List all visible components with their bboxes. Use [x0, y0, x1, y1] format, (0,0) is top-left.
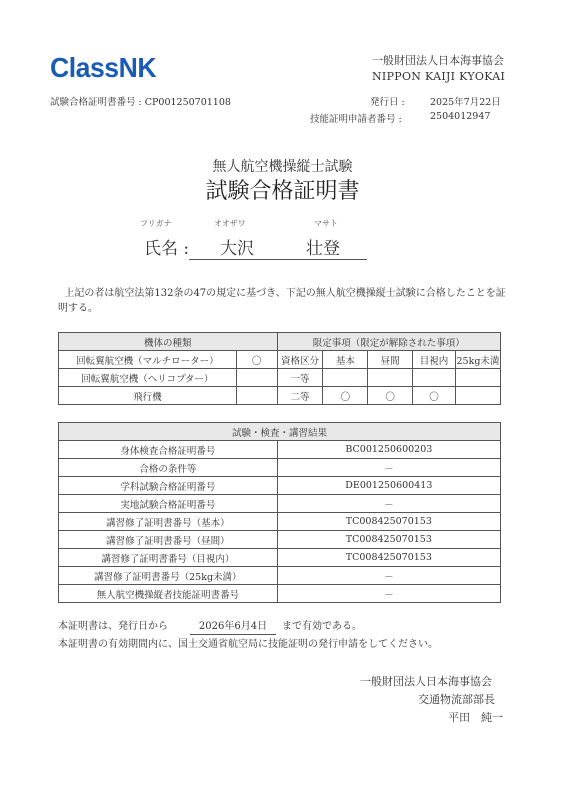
limit-mark: 〇: [368, 387, 413, 405]
table-row: [59, 531, 501, 549]
result-label: 学科試験合格証明番号: [59, 477, 278, 495]
class-second: 二等: [277, 387, 323, 405]
application-no: 2504012947: [430, 111, 491, 122]
table-row: [59, 459, 501, 477]
result-value: －: [277, 495, 500, 513]
signature-name: 平田 純一: [448, 711, 503, 724]
validity-prefix: 本証明書は、発行日から: [58, 621, 168, 632]
signature-dept: 交通物流部部長: [418, 693, 495, 706]
result-label: 身体検査合格証明番号: [59, 441, 278, 459]
certification-statement: 上記の者は航空法第132条の47の規定に基づき、下記の無人航空機操縦士試験に合格したことを証明する。: [58, 288, 506, 314]
name-given: 壮登: [306, 239, 340, 259]
visual-header: 目視内: [413, 351, 456, 369]
result-value: TC008425070153: [277, 513, 500, 531]
class-first: 一等: [277, 369, 323, 387]
limitation-header: 限定事項（限定が解除された事項）: [277, 333, 501, 351]
name-family: 大沢: [220, 239, 254, 259]
name-label: 氏名 :: [144, 239, 190, 259]
issue-date: 2025年7月22日: [430, 97, 501, 108]
aircraft-row-mark: 〇: [236, 351, 277, 369]
classnk-logo: ClassNK: [50, 52, 157, 83]
furigana-given: マサト: [314, 219, 338, 228]
aircraft-row-mark: [236, 387, 277, 405]
table-row: [59, 495, 501, 513]
validity-date: 2026年6月4日: [190, 617, 276, 635]
table-row: [59, 549, 501, 567]
result-value: TC008425070153: [277, 531, 500, 549]
result-label: 実地試験合格証明番号: [59, 495, 278, 513]
aircraft-row-label: 回転翼航空機（マルチローター）: [59, 351, 237, 369]
table-row: [59, 585, 501, 603]
validity-suffix: まで有効である。: [282, 621, 362, 632]
table-row: [59, 513, 501, 531]
name-underline: [189, 259, 367, 260]
limit-mark: 〇: [413, 387, 456, 405]
certificate-number: 試験合格証明書番号 : CP001250701108: [50, 97, 231, 108]
result-label: 講習修了証明書番号（基本）: [59, 513, 278, 531]
basic-header: 基本: [323, 351, 368, 369]
validity-note: 本証明書の有効期間内に、国土交通省航空局に技能証明の発行申請をしてください。: [58, 639, 438, 650]
result-value: BC001250600203: [277, 441, 500, 459]
table-row: [59, 567, 501, 585]
result-label: 合格の条件等: [59, 459, 278, 477]
class-header: 資格区分: [277, 351, 323, 369]
result-value: DE001250600413: [277, 477, 500, 495]
result-value: TC008425070153: [277, 549, 500, 567]
result-value: －: [277, 567, 500, 585]
aircraft-row-label: 回転翼航空機（ヘリコプター）: [59, 369, 237, 387]
aircraft-type-header: 機体の種類: [59, 333, 278, 351]
results-header: 試験・検査・講習結果: [59, 423, 501, 441]
furigana-family: オオザワ: [214, 219, 246, 228]
limit-mark: [368, 369, 413, 387]
limit-mark: [323, 369, 368, 387]
table-row: [59, 441, 501, 459]
certificate-title: 試験合格証明書: [205, 179, 360, 204]
aircraft-row-mark: [236, 369, 277, 387]
result-value: －: [277, 459, 500, 477]
result-label: 講習修了証明書番号（25kg未満）: [59, 567, 278, 585]
result-value: －: [277, 585, 500, 603]
furigana-label: フリガナ: [140, 219, 172, 228]
limit-mark: [455, 369, 500, 387]
limit-mark: 〇: [323, 387, 368, 405]
issue-date-label: 発行日 :: [370, 97, 405, 108]
aircraft-row-label: 飛行機: [59, 387, 237, 405]
exam-title: 無人航空機操縦士試験: [212, 159, 353, 175]
table-row: [59, 477, 501, 495]
limit-mark: [455, 387, 500, 405]
result-label: 無人航空機操縦者技能証明書番号: [59, 585, 278, 603]
signature-org: 一般財団法人日本海事協会: [360, 675, 492, 688]
result-label: 講習修了証明書番号（昼間）: [59, 531, 278, 549]
daytime-header: 昼間: [368, 351, 413, 369]
org-name-en: NIPPON KAIJI KYOKAI: [372, 70, 506, 83]
results-table: [58, 422, 501, 603]
under25kg-header: 25kg未満: [455, 351, 500, 369]
aircraft-table: [58, 332, 501, 405]
org-name-ja: 一般財団法人日本海事協会: [372, 54, 504, 67]
result-label: 講習修了証明書番号（目視内）: [59, 549, 278, 567]
application-no-label: 技能証明申請者番号 :: [310, 114, 402, 125]
limit-mark: [413, 369, 456, 387]
